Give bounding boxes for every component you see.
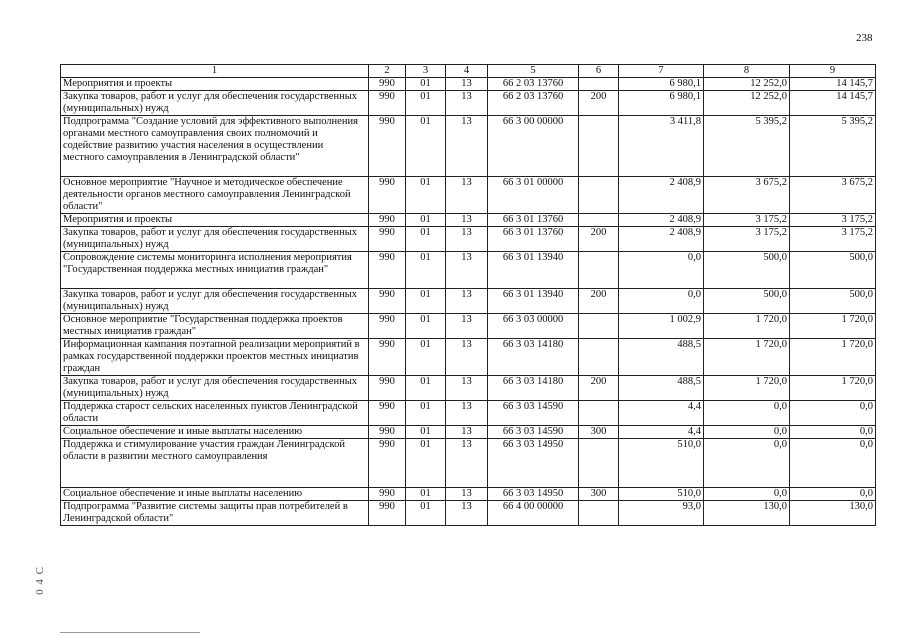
target-article-code: 66 3 03 14180: [488, 339, 579, 376]
amount-col7: 2 408,9: [619, 177, 704, 214]
row-name: Поддержка и стимулирование участия граждан Ленинградской области в развитии местного самоуправления: [61, 439, 369, 488]
target-article-code: 66 3 01 00000: [488, 177, 579, 214]
section-code: 01: [406, 214, 446, 227]
amount-col8: 500,0: [704, 252, 790, 289]
amount-col9: 3 175,2: [790, 214, 876, 227]
target-article-code: 66 3 03 14950: [488, 439, 579, 488]
row-name: Закупка товаров, работ и услуг для обеспечения государственных (муниципальных) нужд: [61, 91, 369, 116]
section-code: 01: [406, 227, 446, 252]
table-header: [61, 65, 876, 78]
subsection-code: 13: [446, 177, 488, 214]
row-name: Закупка товаров, работ и услуг для обеспечения государственных (муниципальных) нужд: [61, 376, 369, 401]
table-row: [61, 439, 876, 488]
amount-col8: 0,0: [704, 439, 790, 488]
section-code: 01: [406, 339, 446, 376]
subsection-code: 13: [446, 227, 488, 252]
table-row: [61, 501, 876, 526]
subsection-code: 13: [446, 426, 488, 439]
admin-code: 990: [369, 314, 406, 339]
section-code: 01: [406, 501, 446, 526]
amount-col8: 1 720,0: [704, 376, 790, 401]
amount-col9: 3 675,2: [790, 177, 876, 214]
admin-code: 990: [369, 501, 406, 526]
admin-code: 990: [369, 289, 406, 314]
expense-type-code: [579, 214, 619, 227]
expense-type-code: [579, 339, 619, 376]
section-code: 01: [406, 314, 446, 339]
amount-col8: 1 720,0: [704, 339, 790, 376]
section-code: 01: [406, 91, 446, 116]
section-code: 01: [406, 289, 446, 314]
subsection-code: 13: [446, 214, 488, 227]
table-row: [61, 401, 876, 426]
target-article-code: 66 3 01 13760: [488, 214, 579, 227]
amount-col7: 3 411,8: [619, 116, 704, 177]
amount-col8: 0,0: [704, 401, 790, 426]
page-number: 238: [856, 32, 873, 44]
subsection-code: 13: [446, 78, 488, 91]
target-article-code: 66 3 03 14180: [488, 376, 579, 401]
amount-col7: 1 002,9: [619, 314, 704, 339]
row-name: Поддержка старост сельских населенных пунктов Ленинградской области: [61, 401, 369, 426]
row-name: Социальное обеспечение и иные выплаты населению: [61, 426, 369, 439]
section-code: 01: [406, 252, 446, 289]
admin-code: 990: [369, 426, 406, 439]
amount-col7: 0,0: [619, 289, 704, 314]
table-row: [61, 177, 876, 214]
table-row: [61, 252, 876, 289]
table-row: [61, 339, 876, 376]
expense-type-code: [579, 501, 619, 526]
subsection-code: 13: [446, 488, 488, 501]
amount-col9: 130,0: [790, 501, 876, 526]
amount-col9: 1 720,0: [790, 314, 876, 339]
admin-code: 990: [369, 91, 406, 116]
subsection-code: 13: [446, 376, 488, 401]
amount-col7: 510,0: [619, 488, 704, 501]
admin-code: 990: [369, 439, 406, 488]
amount-col8: 0,0: [704, 426, 790, 439]
subsection-code: 13: [446, 91, 488, 116]
section-code: 01: [406, 376, 446, 401]
amount-col9: 500,0: [790, 252, 876, 289]
expense-type-code: 300: [579, 426, 619, 439]
target-article-code: 66 3 01 13940: [488, 252, 579, 289]
table-body: [61, 78, 876, 526]
table-row: [61, 488, 876, 501]
column-header: 3: [406, 65, 446, 78]
expense-type-code: [579, 314, 619, 339]
expense-type-code: [579, 252, 619, 289]
amount-col7: 4,4: [619, 401, 704, 426]
amount-col9: 14 145,7: [790, 91, 876, 116]
column-header: 2: [369, 65, 406, 78]
amount-col7: 6 980,1: [619, 78, 704, 91]
target-article-code: 66 3 03 14590: [488, 426, 579, 439]
amount-col7: 2 408,9: [619, 227, 704, 252]
amount-col8: 12 252,0: [704, 78, 790, 91]
subsection-code: 13: [446, 116, 488, 177]
row-name: Подпрограмма "Создание условий для эффективного выполнения органами местного самоуправления своих полномочий и содействие развитию участия населения в осуществлении местного самоуправления в Ленинградской области": [61, 116, 369, 177]
column-header: 9: [790, 65, 876, 78]
amount-col9: 14 145,7: [790, 78, 876, 91]
target-article-code: 66 3 03 14590: [488, 401, 579, 426]
subsection-code: 13: [446, 439, 488, 488]
amount-col9: 500,0: [790, 289, 876, 314]
section-code: 01: [406, 401, 446, 426]
subsection-code: 13: [446, 501, 488, 526]
section-code: 01: [406, 439, 446, 488]
row-name: Мероприятия и проекты: [61, 214, 369, 227]
amount-col9: 0,0: [790, 401, 876, 426]
expense-type-code: [579, 116, 619, 177]
section-code: 01: [406, 78, 446, 91]
amount-col7: 488,5: [619, 376, 704, 401]
amount-col7: 4,4: [619, 426, 704, 439]
admin-code: 990: [369, 339, 406, 376]
subsection-code: 13: [446, 314, 488, 339]
admin-code: 990: [369, 376, 406, 401]
subsection-code: 13: [446, 401, 488, 426]
row-name: Основное мероприятие "Государственная поддержка проектов местных инициатив граждан": [61, 314, 369, 339]
expense-type-code: [579, 78, 619, 91]
amount-col8: 1 720,0: [704, 314, 790, 339]
expense-type-code: 200: [579, 376, 619, 401]
target-article-code: 66 2 03 13760: [488, 78, 579, 91]
admin-code: 990: [369, 488, 406, 501]
section-code: 01: [406, 426, 446, 439]
expense-type-code: 300: [579, 488, 619, 501]
amount-col8: 500,0: [704, 289, 790, 314]
row-name: Закупка товаров, работ и услуг для обеспечения государственных (муниципальных) нужд: [61, 289, 369, 314]
expense-type-code: [579, 401, 619, 426]
admin-code: 990: [369, 401, 406, 426]
amount-col7: 6 980,1: [619, 91, 704, 116]
amount-col8: 3 175,2: [704, 214, 790, 227]
budget-table: [60, 64, 876, 526]
amount-col7: 2 408,9: [619, 214, 704, 227]
amount-col9: 3 175,2: [790, 227, 876, 252]
amount-col7: 510,0: [619, 439, 704, 488]
bottom-divider: [60, 632, 200, 633]
header-row: [61, 65, 876, 78]
amount-col8: 0,0: [704, 488, 790, 501]
amount-col9: 1 720,0: [790, 376, 876, 401]
row-name: Основное мероприятие "Научное и методическое обеспечение деятельности органов местного самоуправления Ленинградской области": [61, 177, 369, 214]
target-article-code: 66 3 03 00000: [488, 314, 579, 339]
admin-code: 990: [369, 227, 406, 252]
row-name: Социальное обеспечение и иные выплаты населению: [61, 488, 369, 501]
admin-code: 990: [369, 116, 406, 177]
admin-code: 990: [369, 252, 406, 289]
target-article-code: 66 3 01 13760: [488, 227, 579, 252]
target-article-code: 66 4 00 00000: [488, 501, 579, 526]
table-row: [61, 78, 876, 91]
subsection-code: 13: [446, 289, 488, 314]
side-margin-mark: 0 4 C: [34, 566, 46, 595]
column-header: 7: [619, 65, 704, 78]
admin-code: 990: [369, 177, 406, 214]
amount-col9: 5 395,2: [790, 116, 876, 177]
row-name: Информационная кампания поэтапной реализации мероприятий в рамках государственной поддержки проектов местных инициатив граждан: [61, 339, 369, 376]
row-name: Мероприятия и проекты: [61, 78, 369, 91]
column-header: 1: [61, 65, 369, 78]
table-row: [61, 314, 876, 339]
table-row: [61, 426, 876, 439]
column-header: 4: [446, 65, 488, 78]
target-article-code: 66 2 03 13760: [488, 91, 579, 116]
target-article-code: 66 3 00 00000: [488, 116, 579, 177]
amount-col9: 0,0: [790, 439, 876, 488]
target-article-code: 66 3 01 13940: [488, 289, 579, 314]
admin-code: 990: [369, 78, 406, 91]
table-row: [61, 227, 876, 252]
amount-col8: 5 395,2: [704, 116, 790, 177]
amount-col7: 93,0: [619, 501, 704, 526]
expense-type-code: [579, 177, 619, 214]
expense-type-code: 200: [579, 289, 619, 314]
expense-type-code: 200: [579, 91, 619, 116]
row-name: Сопровождение системы мониторинга исполнения мероприятия "Государственная поддержка местных инициатив граждан": [61, 252, 369, 289]
column-header: 6: [579, 65, 619, 78]
amount-col8: 3 175,2: [704, 227, 790, 252]
amount-col7: 0,0: [619, 252, 704, 289]
section-code: 01: [406, 488, 446, 501]
amount-col9: 0,0: [790, 488, 876, 501]
amount-col9: 0,0: [790, 426, 876, 439]
expense-type-code: 200: [579, 227, 619, 252]
row-name: Подпрограмма "Развитие системы защиты прав потребителей в Ленинградской области": [61, 501, 369, 526]
table-row: [61, 214, 876, 227]
amount-col9: 1 720,0: [790, 339, 876, 376]
amount-col8: 130,0: [704, 501, 790, 526]
target-article-code: 66 3 03 14950: [488, 488, 579, 501]
table-row: [61, 116, 876, 177]
table-row: [61, 376, 876, 401]
column-header: 8: [704, 65, 790, 78]
table-row: [61, 289, 876, 314]
amount-col8: 3 675,2: [704, 177, 790, 214]
table-row: [61, 91, 876, 116]
section-code: 01: [406, 177, 446, 214]
section-code: 01: [406, 116, 446, 177]
row-name: Закупка товаров, работ и услуг для обеспечения государственных (муниципальных) нужд: [61, 227, 369, 252]
expense-type-code: [579, 439, 619, 488]
amount-col8: 12 252,0: [704, 91, 790, 116]
amount-col7: 488,5: [619, 339, 704, 376]
subsection-code: 13: [446, 252, 488, 289]
subsection-code: 13: [446, 339, 488, 376]
admin-code: 990: [369, 214, 406, 227]
column-header: 5: [488, 65, 579, 78]
